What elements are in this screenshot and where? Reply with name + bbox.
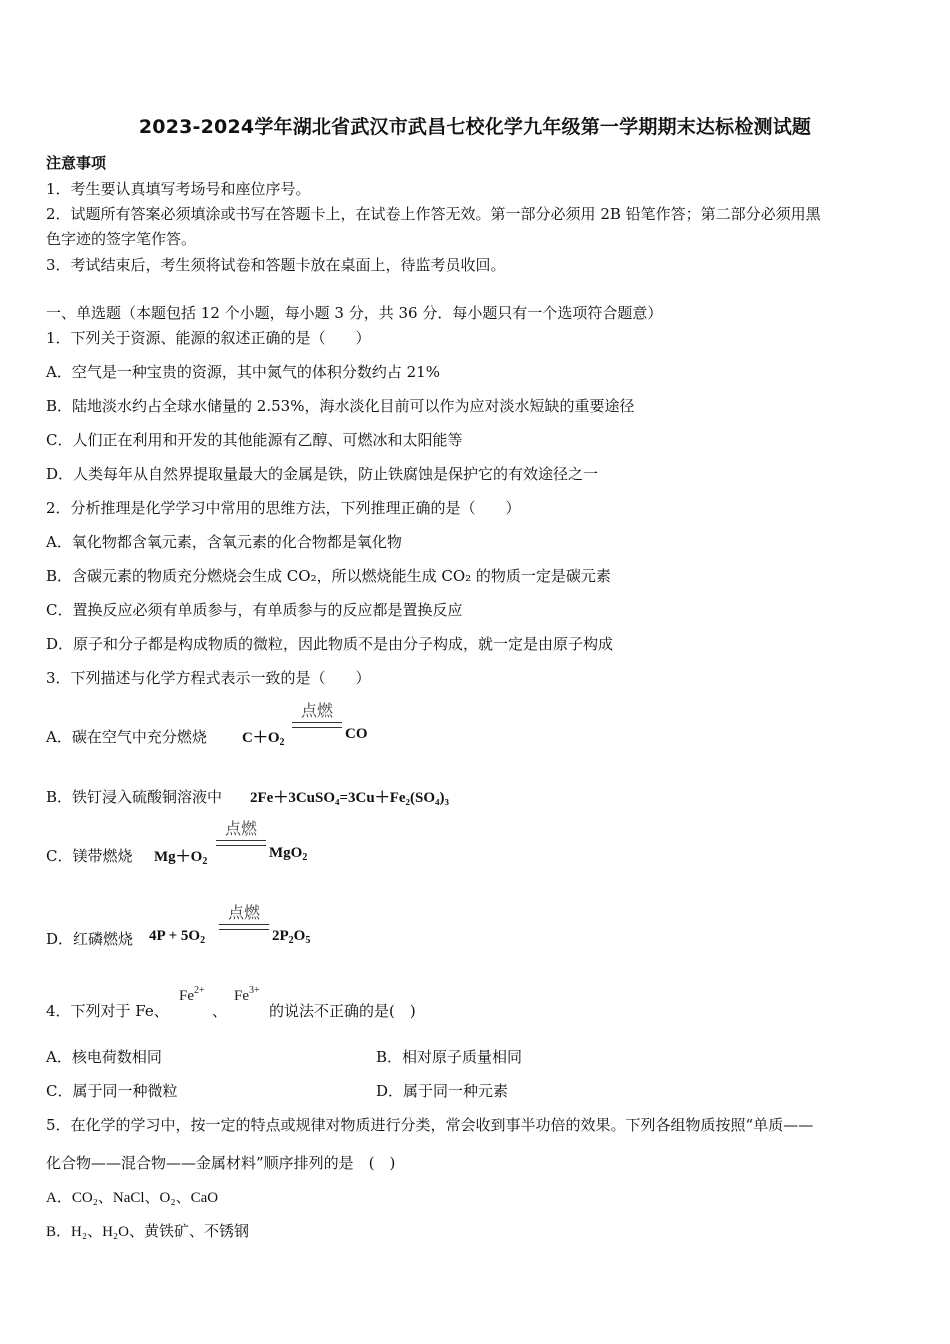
- question-stem: 1．下列关于资源、能源的叙述正确的是（ ）: [46, 329, 371, 347]
- equation-label: D．红磷燃烧: [46, 930, 134, 948]
- equation-products: CO: [345, 726, 368, 742]
- notice-item: 1．考生要认真填写考场号和座位序号。: [46, 180, 311, 198]
- notice-heading: 注意事项: [46, 154, 107, 172]
- equation-products: $2P_2O_5$: [272, 928, 311, 946]
- reaction-condition: 点燃: [300, 701, 333, 720]
- notice-item: 2．试题所有答案必须填涂或书写在答题卡上，在试卷上作答无效。第一部分必须用 2B 铅笔作答；第二部分必须用黑: [46, 205, 821, 223]
- question-option: C．人们正在利用和开发的其他能源有乙醇、可燃冰和太阳能等: [46, 431, 463, 449]
- notice-item: 3．考试结束后，考生须将试卷和答题卡放在桌面上，待监考员收回。: [46, 256, 506, 274]
- question-stem: 4．下列对于 Fe、: [46, 1002, 169, 1020]
- question-option: D．人类每年从自然界提取量最大的金属是铁，防止铁腐蚀是保护它的有效途径之一: [46, 465, 599, 483]
- equation-label: C．镁带燃烧: [46, 847, 133, 865]
- equation-reactants: $4P + 5O_2$: [149, 928, 206, 946]
- question-option: B．H₂、H₂O、黄铁矿、不锈钢: [46, 1224, 249, 1240]
- equation-reactants: $C+O_2$: [242, 730, 285, 748]
- equation-label: B．铁钉浸入硫酸铜溶液中: [46, 788, 223, 806]
- equation-products: MgO$_2$: [269, 845, 308, 863]
- notice-item: 色字迹的签字笔作答。: [46, 230, 197, 248]
- ion-formula: $Fe^{2+}$: [179, 985, 205, 1004]
- question-option: A．空气是一种宝贵的资源，其中氮气的体积分数约占 21%: [46, 363, 440, 381]
- equation-text: 2Fe＋3CuSO₄=3Cu＋Fe₂(SO₄)₃: [250, 790, 450, 806]
- reaction-condition: 点燃: [224, 819, 257, 838]
- separator: 、: [212, 1002, 228, 1020]
- question-option: B．相对原子质量相同: [376, 1048, 523, 1066]
- equation-reactants: $Mg+O_2$: [154, 849, 208, 867]
- question-option: D．原子和分子都是构成物质的微粒，因此物质不是由分子构成，就一定是由原子构成: [46, 635, 614, 653]
- equation-double-line: [292, 722, 342, 728]
- section-heading: 一、单选题（本题包括 12 个小题，每小题 3 分，共 36 分．每小题只有一个选项符合题意）: [46, 304, 663, 322]
- question-stem: 3．下列描述与化学方程式表示一致的是（ ）: [46, 669, 371, 687]
- equation-double-line: [216, 840, 266, 846]
- question-option: B．陆地淡水约占全球水储量的 2.53%，海水淡化目前可以作为应对淡水短缺的重要途径: [46, 397, 635, 415]
- question-option: A．CO₂、NaCl、O₂、CaO: [46, 1190, 219, 1206]
- question-option: D．属于同一种元素: [376, 1082, 509, 1100]
- reaction-condition: 点燃: [227, 903, 260, 922]
- question-stem: 2．分析推理是化学学习中常用的思维方法，下列推理正确的是（ ）: [46, 499, 521, 517]
- question-stem: 5．在化学的学习中，按一定的特点或规律对物质进行分类，常会收到事半功倍的效果。下列各组物质按照“单质——: [46, 1116, 814, 1134]
- question-option: C．置换反应必须有单质参与，有单质参与的反应都是置换反应: [46, 601, 463, 619]
- ion-formula: $Fe^{3+}$: [234, 985, 260, 1004]
- equation-label: A．碳在空气中充分燃烧: [46, 728, 207, 746]
- question-option: A．氧化物都含氧元素，含氧元素的化合物都是氧化物: [46, 533, 402, 551]
- question-option: B．含碳元素的物质充分燃烧会生成 CO₂，所以燃烧能生成 CO₂ 的物质一定是碳元素: [46, 567, 611, 585]
- page-title: 2023-2024学年湖北省武汉市武昌七校化学九年级第一学期期末达标检测试题: [138, 116, 812, 138]
- question-option: C．属于同一种微粒: [46, 1082, 178, 1100]
- question-option: A．核电荷数相同: [46, 1048, 162, 1066]
- question-stem: 化合物——混合物——金属材料”顺序排列的是 ( ): [46, 1154, 396, 1172]
- question-stem: 的说法不正确的是( ): [269, 1002, 416, 1020]
- equation-double-line: [219, 924, 269, 930]
